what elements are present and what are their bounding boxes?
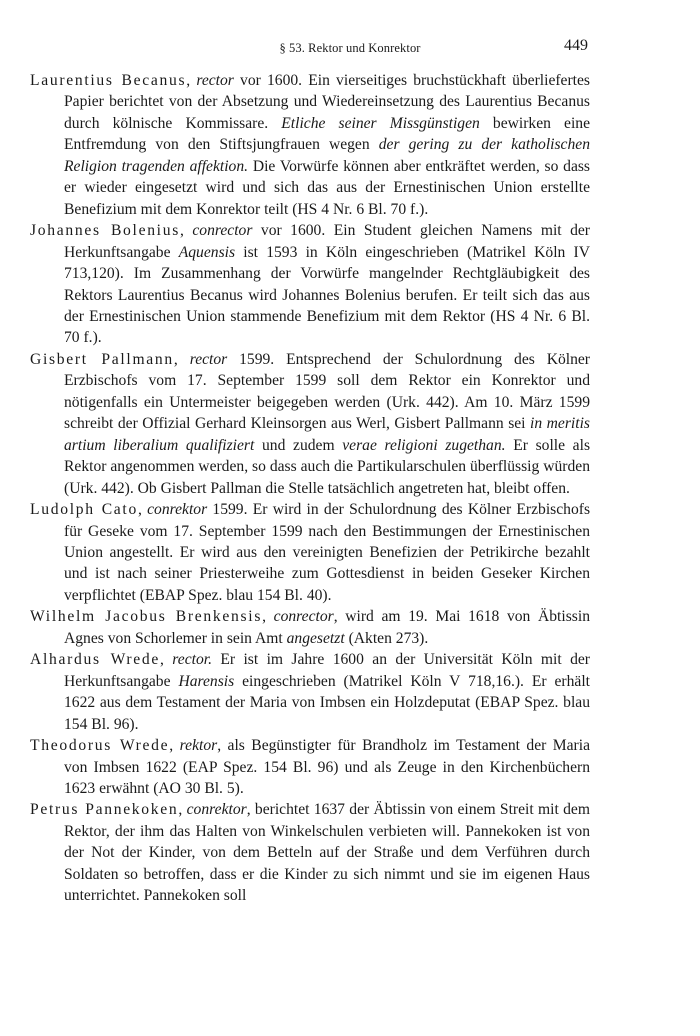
- entry-paragraph: [30, 499, 590, 606]
- entry-italic-text: conrektor: [147, 501, 208, 519]
- entry-italic-text: Harensis: [178, 672, 235, 690]
- entry-name: Alhardus Wrede: [30, 651, 160, 669]
- entry-text: ,: [173, 350, 190, 368]
- entry-text: , berichtet 1637 der Äbtissin von einem Streit mit dem Rektor, der ihm das Halten von Winkelschulen verbieten will. Pannekoken ist von der Not der Kinder, von dem Betteln auf der Straße und dem Verführen durch Soldaten so betroffen, dass er die Kinder zu sich nimmt und sie im eigenen Haus unterrichtet. Pannekoken soll: [64, 801, 590, 905]
- entry-text: ist 1593 in Köln eingeschrieben (Matrikel Köln IV 713,120). Im Zusammenhang der Vorwürfe mangelnder Rechtgläubigkeit des Rektors Laurentius Becanus wird Johannes Bolenius berufen. Er teilt sich das aus der Ernestinischen Union stammende Benefizium mit dem Rektor (HS 4 Nr. 6 Bl. 70 f.).: [64, 243, 590, 347]
- entry-text: ,: [169, 737, 180, 755]
- entry-paragraph: [30, 70, 590, 220]
- entry-italic-text: rektor: [179, 737, 218, 755]
- entry-italic-text: verae religioni zugethan.: [342, 436, 506, 454]
- entry-text: Die Vorwürfe können aber entkräftet werden, so dass er wieder eingesetzt wird und sich das aus der Ernestinischen Union erstellte Benefizium mit dem Konrektor teilt (HS 4 Nr. 6 Bl. 70 f.).: [64, 157, 591, 218]
- entry-text: und zudem: [254, 436, 343, 454]
- entry-text: bewirken eine Entfremdung von den Stiftsjungfrauen wegen: [64, 114, 591, 154]
- entry-text: ,: [178, 801, 187, 819]
- entry-italic-text: conrektor: [186, 801, 247, 819]
- entry-italic-text: rector: [189, 350, 228, 368]
- entry-name: Laurentius Becanus: [30, 72, 187, 89]
- entry-text: (Akten 273).: [344, 629, 429, 647]
- entry-paragraph: [30, 735, 590, 799]
- entry-name: Theodorus Wrede: [30, 737, 170, 755]
- entry-paragraph: [30, 649, 590, 735]
- entry-italic-text: in meritis artium liberalium qualifiziert: [64, 415, 590, 454]
- entry-paragraph: [30, 220, 590, 349]
- entry-list: [30, 70, 590, 907]
- entry-name: Ludolph Cato: [30, 501, 138, 519]
- entry-name: Gisbert Pallmann: [30, 350, 174, 368]
- page-number: 449: [564, 37, 588, 54]
- entry-text: ,: [180, 222, 193, 240]
- entry-paragraph: [30, 606, 590, 649]
- entry-italic-text: conrector: [273, 608, 334, 626]
- entry-text: , wird am 19. Mai 1618 von Äbtissin Agnes von Schorlemer in sein Amt: [64, 608, 590, 647]
- page-header: [30, 36, 670, 60]
- running-head: § 53. Rektor und Konrektor: [279, 41, 421, 55]
- entry-paragraph: [30, 349, 590, 499]
- entry-text: 1599. Er wird in der Schulordnung des Kölner Erzbischofs für Geseke vom 17. September 1599 nach den Bestimmungen der Ernestinischen Union angestellt. Er wird aus den vereinigten Benefizien der Petrikirche bezahlt und ist nach seiner Priesterweihe zum Gottesdienst in beiden Geseker Kirchen verpflichtet (EBAP Spez. blau 154 Bl. 40).: [64, 501, 591, 604]
- entry-text: eingeschrieben (Matrikel Köln V 718,16.). Er erhält 1622 aus dem Testament der Maria von Imbsen ein Holzdeputat (EBAP Spez. blau 154 Bl. 96).: [64, 672, 590, 733]
- entry-text: vor 1600. Ein vierseitiges bruchstückhaft überliefertes Papier berichtet von der Absetzung und Wiedereinsetzung des Laurentius Becanus durch kölnische Kommissare.: [64, 72, 590, 132]
- entry-text: ,: [160, 651, 173, 669]
- entry-italic-text: Aquensis: [178, 243, 236, 261]
- entry-text: , als Begünstigter für Brandholz im Testament der Maria von Imbsen 1622 (EAP Spez. 154 Bl. 96) und als Zeuge in den Kirchenbüchern 1623 erwähnt (AO 30 Bl. 5).: [64, 737, 591, 797]
- entry-name: Johannes Bolenius: [30, 222, 180, 240]
- entry-text: 1599. Entsprechend der Schulordnung des Kölner Erzbischofs vom 17. September 1599 soll dem Rektor ein Konrektor und nötigenfalls ein Untermeister beigegeben werden (Urk. 442). Am 10. März 1599 schreibt der Offizial Gerhard Kleinsorgen aus Werl, Gisbert Pallmann sei: [64, 350, 591, 433]
- entry-text: ,: [137, 501, 148, 519]
- entry-italic-text: angesetzt: [286, 629, 345, 647]
- entry-italic-text: rector: [196, 72, 234, 89]
- entry-text: Er ist im Jahre 1600 an der Universität Köln mit der Herkunftsangabe: [64, 651, 590, 690]
- entry-italic-text: conrector: [192, 222, 253, 240]
- entry-paragraph: [30, 799, 590, 906]
- entry-text: ,: [186, 72, 197, 89]
- entry-text: Er solle als Rektor angenommen werden, so dass auch die Partikularschulen überflüssig würden (Urk. 442). Ob Gisbert Pallman die Stelle tatsächlich angetreten hat, bleibt offen.: [64, 436, 591, 497]
- entry-text: ,: [262, 608, 274, 626]
- entry-italic-text: der gering zu der katholischen Religion tragenden affektion.: [64, 136, 590, 175]
- entry-italic-text: rector.: [172, 651, 212, 669]
- entry-text: vor 1600. Ein Student gleichen Namens mit der Herkunftsangabe: [64, 222, 590, 261]
- entry-name: Petrus Pannekoken: [30, 801, 179, 819]
- entry-name: Wilhelm Jacobus Brenkensis: [30, 608, 263, 626]
- entry-italic-text: Etliche seiner Missgünstigen: [281, 114, 480, 132]
